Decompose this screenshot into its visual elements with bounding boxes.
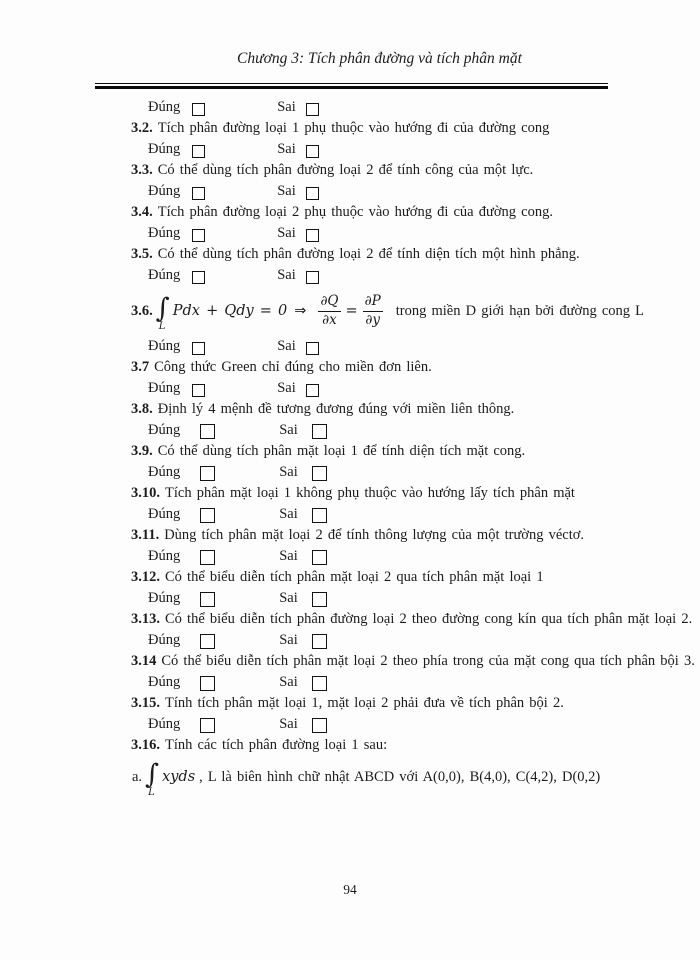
question-text: Có thể dùng tích phân đường loại 2 để tính diện tích một hình phẳng. xyxy=(157,246,580,262)
true-checkbox[interactable] xyxy=(200,508,215,523)
question-number: 3.12. xyxy=(131,569,160,585)
false-label: Sai xyxy=(277,141,296,157)
question-number: 3.10. xyxy=(131,485,160,501)
false-label: Sai xyxy=(277,380,296,396)
question-row xyxy=(95,202,608,223)
true-label: Đúng xyxy=(148,716,181,732)
false-label: Sai xyxy=(277,99,296,115)
tf-row xyxy=(95,546,608,567)
true-label: Đúng xyxy=(148,590,181,606)
tf-row xyxy=(95,378,608,399)
false-checkbox[interactable] xyxy=(306,271,319,284)
false-label: Sai xyxy=(279,422,298,438)
question-number: 3.5. xyxy=(131,246,153,262)
formula-expression: Pdx + Qdy = 0 xyxy=(172,303,288,319)
false-checkbox[interactable] xyxy=(312,718,327,733)
true-label: Đúng xyxy=(148,674,181,690)
tf-row xyxy=(95,588,608,609)
true-label: Đúng xyxy=(148,267,181,283)
tf-row xyxy=(95,265,608,286)
false-checkbox[interactable] xyxy=(306,187,319,200)
question-text: Có thể dùng tích phân mặt loại 1 để tính diện tích mặt cong. xyxy=(157,443,526,459)
true-checkbox[interactable] xyxy=(192,145,205,158)
true-label: Đúng xyxy=(148,225,181,241)
false-label: Sai xyxy=(279,674,298,690)
question-number: 3.14 xyxy=(131,653,157,669)
false-checkbox[interactable] xyxy=(312,508,327,523)
true-checkbox[interactable] xyxy=(192,271,205,284)
tf-row xyxy=(95,97,608,118)
tf-row xyxy=(95,223,608,244)
tf-row xyxy=(95,336,608,357)
false-checkbox[interactable] xyxy=(306,145,319,158)
true-label: Đúng xyxy=(148,380,181,396)
question-number: 3.7 xyxy=(131,359,150,375)
true-checkbox[interactable] xyxy=(200,718,215,733)
true-checkbox[interactable] xyxy=(192,342,205,355)
false-label: Sai xyxy=(277,225,296,241)
integral-sign: ∫ L xyxy=(155,292,170,332)
question-number: 3.15. xyxy=(131,695,160,711)
question-text: Tính các tích phân đường loại 1 sau: xyxy=(165,737,388,753)
question-text: Có thể biểu diễn tích phân mặt loại 2 theo phía trong của mặt cong qua tích phân bội 3. xyxy=(161,653,695,669)
header-rule xyxy=(95,83,608,89)
question-number: 3.2. xyxy=(131,120,153,136)
true-label: Đúng xyxy=(148,506,181,522)
integral-sign: ∫ L xyxy=(145,758,160,798)
true-label: Đúng xyxy=(148,141,181,157)
chapter-header-title: Chương 3: Tích phân đường và tích phân mặt xyxy=(237,50,522,67)
question-text: Công thức Green chỉ đúng cho miền đơn liên. xyxy=(154,359,432,375)
true-checkbox[interactable] xyxy=(200,592,215,607)
false-checkbox[interactable] xyxy=(312,676,327,691)
question-number: 3.11. xyxy=(131,527,160,543)
true-checkbox[interactable] xyxy=(192,187,205,200)
sub-question-label: a. xyxy=(132,768,143,785)
question-text: Có thể biểu diễn tích phân đường loại 2 theo đường cong kín qua tích phân mặt loại 2. xyxy=(165,611,693,627)
tf-row xyxy=(95,630,608,651)
question-number: 3.13. xyxy=(131,611,160,627)
question-list xyxy=(95,97,695,798)
question-row xyxy=(95,735,608,756)
true-label: Đúng xyxy=(148,422,181,438)
question-row xyxy=(95,651,695,672)
tf-row xyxy=(95,139,608,160)
false-label: Sai xyxy=(277,183,296,199)
question-row xyxy=(95,160,608,181)
question-number: 3.3. xyxy=(131,162,153,178)
true-label: Đúng xyxy=(148,99,181,115)
true-label: Đúng xyxy=(148,338,181,354)
true-checkbox[interactable] xyxy=(192,384,205,397)
true-checkbox[interactable] xyxy=(192,103,205,116)
false-checkbox[interactable] xyxy=(312,592,327,607)
question-text: Dùng tích phân mặt loại 2 để tính thông lượng của một trường véctơ. xyxy=(164,527,585,543)
false-label: Sai xyxy=(277,338,296,354)
tf-row xyxy=(95,672,608,693)
partial-fraction: $\frac{\partial P}{\partial y}$ xyxy=(364,292,381,328)
question-row xyxy=(95,399,608,420)
false-label: Sai xyxy=(277,267,296,283)
question-text: Định lý 4 mệnh đề tương đương đúng với miền liên thông. xyxy=(157,401,515,417)
tf-row xyxy=(95,504,608,525)
false-checkbox[interactable] xyxy=(312,466,327,481)
question-text: Có thể biểu diễn tích phân mặt loại 2 qua tích phân mặt loại 1 xyxy=(165,569,544,585)
true-checkbox[interactable] xyxy=(200,676,215,691)
false-checkbox[interactable] xyxy=(306,229,319,242)
false-checkbox[interactable] xyxy=(312,550,327,565)
implies-arrow: ⇒ xyxy=(294,303,307,319)
question-row xyxy=(95,525,608,546)
false-label: Sai xyxy=(279,506,298,522)
tf-row xyxy=(95,462,608,483)
question-number: 3.6. xyxy=(131,302,153,319)
question-text: Tính tích phân mặt loại 1, mặt loại 2 phải đưa về tích phân bội 2. xyxy=(165,695,564,711)
question-number: 3.16. xyxy=(131,737,160,753)
true-checkbox[interactable] xyxy=(200,466,215,481)
formula-tail-text: trong miền D giới hạn bởi đường cong L xyxy=(395,302,644,319)
question-text: Có thể dùng tích phân đường loại 2 để tính công của một lực. xyxy=(157,162,534,178)
question-row xyxy=(95,567,608,588)
question-row xyxy=(95,483,608,504)
tf-row xyxy=(95,420,608,441)
tf-row xyxy=(95,714,608,735)
true-label: Đúng xyxy=(148,464,181,480)
false-label: Sai xyxy=(279,464,298,480)
false-checkbox[interactable] xyxy=(312,424,327,439)
true-label: Đúng xyxy=(148,183,181,199)
false-label: Sai xyxy=(279,632,298,648)
false-checkbox[interactable] xyxy=(312,634,327,649)
true-label: Đúng xyxy=(148,632,181,648)
question-number: 3.9. xyxy=(131,443,153,459)
question-text: Tích phân đường loại 1 phụ thuộc vào hướng đi của đường cong xyxy=(157,120,550,136)
question-row xyxy=(95,244,608,265)
question-row xyxy=(95,118,608,139)
page-number: 94 xyxy=(343,882,357,897)
true-checkbox[interactable] xyxy=(200,424,215,439)
true-checkbox[interactable] xyxy=(192,229,205,242)
question-row xyxy=(95,441,608,462)
sub-question-text: , L là biên hình chữ nhật ABCD với A(0,0), B(4,0), C(4,2), D(0,2) xyxy=(199,768,601,785)
partial-fraction: $\frac{\partial Q}{\partial x}$ xyxy=(320,292,339,328)
false-checkbox[interactable] xyxy=(306,103,319,116)
question-number: 3.4. xyxy=(131,204,153,220)
content-column xyxy=(95,0,695,798)
question-text: Tích phân đường loại 2 phụ thuộc vào hướng đi của đường cong. xyxy=(157,204,553,220)
true-checkbox[interactable] xyxy=(200,550,215,565)
false-label: Sai xyxy=(279,548,298,564)
question-row xyxy=(95,357,608,378)
question-number: 3.8. xyxy=(131,401,153,417)
true-label: Đúng xyxy=(148,548,181,564)
equals-sign: = xyxy=(345,303,358,319)
sub-question-row xyxy=(95,756,608,798)
false-checkbox[interactable] xyxy=(306,384,319,397)
false-label: Sai xyxy=(279,590,298,606)
false-checkbox[interactable] xyxy=(306,342,319,355)
tf-row xyxy=(95,181,608,202)
question-row xyxy=(95,693,608,714)
false-label: Sai xyxy=(279,716,298,732)
true-checkbox[interactable] xyxy=(200,634,215,649)
question-text: Tích phân mặt loại 1 không phụ thuộc vào hướng lấy tích phân mặt xyxy=(165,485,575,501)
question-row-formula xyxy=(95,286,644,336)
integrand: xyds xyxy=(162,769,196,785)
question-row xyxy=(95,609,693,630)
